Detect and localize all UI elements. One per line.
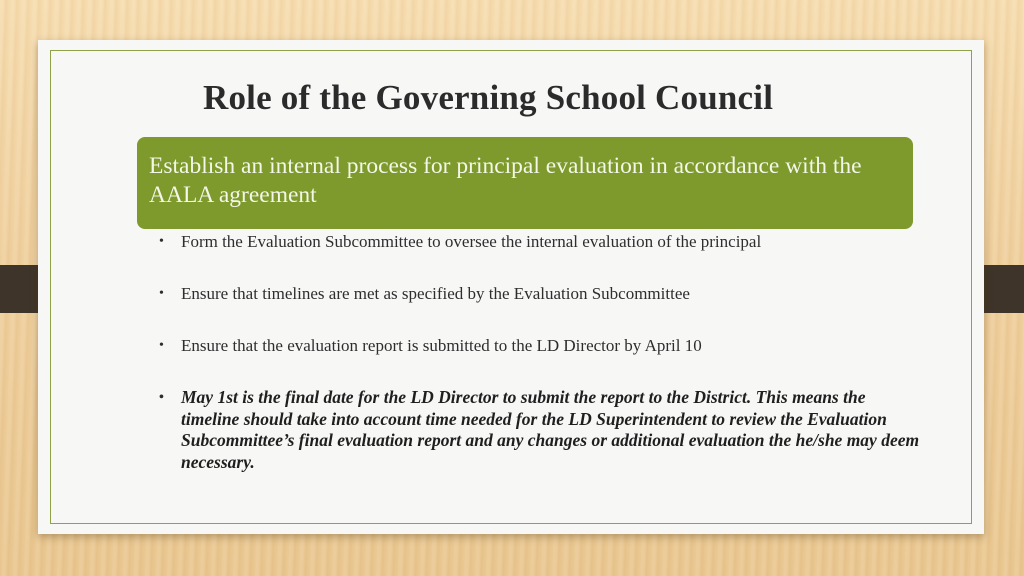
bullet-item xyxy=(154,283,934,305)
banner-text: Establish an internal process for principal evaluation in accordance with the AALA agreement xyxy=(149,153,862,208)
bullet-icon: • xyxy=(159,390,164,405)
bullet-icon: • xyxy=(159,338,164,353)
bullet-text: Ensure that timelines are met as specified by the Evaluation Subcommittee xyxy=(181,284,690,303)
bullet-text: Ensure that the evaluation report is submitted to the LD Director by April 10 xyxy=(181,336,702,355)
bullet-text: May 1st is the final date for the LD Director to submit the report to the District. This means the timeline should take into account time needed for the LD Superintendent to review the Evaluation Subcommittee’s final evaluation report and any changes or additional evaluation the he/she may deem necessary. xyxy=(181,387,920,472)
banner xyxy=(137,137,913,229)
bullet-list xyxy=(154,231,934,503)
bullet-item-emphasized xyxy=(154,387,921,473)
slide-frame xyxy=(50,50,972,524)
slide-title: Role of the Governing School Council xyxy=(203,78,774,117)
bullet-icon: • xyxy=(159,234,164,249)
slide xyxy=(38,40,984,534)
bullet-item xyxy=(154,335,934,357)
bullet-text: Form the Evaluation Subcommittee to oversee the internal evaluation of the principal xyxy=(181,232,762,251)
bullet-item xyxy=(154,231,934,253)
bullet-icon: • xyxy=(159,286,164,301)
